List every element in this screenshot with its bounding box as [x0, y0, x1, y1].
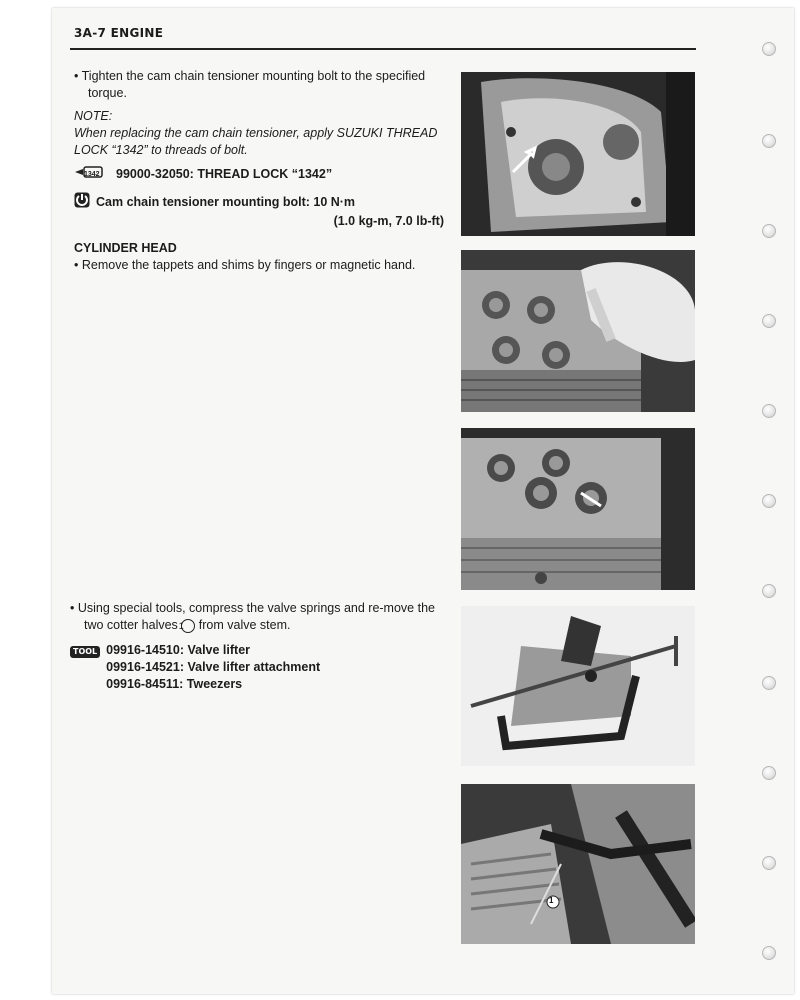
note-text: When replacing the cam chain tensioner, apply SUZUKI THREAD LOCK “1342” to threads of bolt. — [74, 126, 438, 157]
binder-hole — [762, 494, 776, 508]
photo-cam-chain-tensioner — [461, 72, 695, 236]
section-heading-cylinder-head: CYLINDER HEAD — [74, 241, 177, 255]
tool-item: 09916-14510: Valve lifter — [106, 643, 251, 657]
tool-item: 09916-14521: Valve lifter attachment — [106, 660, 321, 674]
note-label: NOTE: — [74, 109, 113, 123]
tool-icon: TOOL — [70, 642, 100, 693]
photo-callout-marker: 1 — [549, 896, 554, 905]
tensioner-bullet: • Tighten the cam chain tensioner mounting bolt to the specified torque. — [74, 69, 426, 100]
binder-hole — [762, 224, 776, 238]
binder-hole — [762, 676, 776, 690]
binder-hole — [762, 584, 776, 598]
photo-tappet-removal — [461, 250, 695, 412]
tensioner-section — [74, 68, 444, 274]
threadlock-spec: 99000-32050: THREAD LOCK “1342” — [116, 167, 333, 181]
photo-cylinder-head — [461, 428, 695, 590]
binder-hole — [762, 314, 776, 328]
binder-hole — [762, 42, 776, 56]
valve-spring-section — [70, 600, 440, 693]
torque-alt: (1.0 kg-m, 7.0 lb-ft) — [333, 214, 444, 228]
binder-holes — [762, 0, 782, 1000]
tappet-bullet: • Remove the tappets and shims by fingers or magnetic hand. — [74, 258, 416, 272]
callout-marker: 1 — [181, 619, 195, 633]
binder-hole — [762, 856, 776, 870]
valve-spring-bullet: • Using special tools, compress the valve springs and re-move the two cotter halves 1 from valve stem. — [70, 601, 435, 632]
torque-wrench-icon — [74, 192, 90, 213]
photo-cotter-removal — [461, 784, 695, 944]
binder-hole — [762, 766, 776, 780]
tool-item: 09916-84511: Tweezers — [106, 677, 243, 691]
threadlock-line: 1342 99000-32050: THREAD LOCK “1342” — [74, 165, 444, 184]
tool-list-block — [70, 642, 440, 693]
header-rule — [70, 48, 696, 50]
binder-hole — [762, 404, 776, 418]
torque-spec: Cam chain tensioner mounting bolt: 10 N·m — [96, 195, 356, 209]
torque-line — [74, 192, 444, 213]
tool-list — [106, 642, 320, 693]
photo-valve-lifter-tool — [461, 606, 695, 766]
binder-hole — [762, 946, 776, 960]
page-header: 3A-7 ENGINE — [74, 26, 164, 40]
binder-hole — [762, 134, 776, 148]
